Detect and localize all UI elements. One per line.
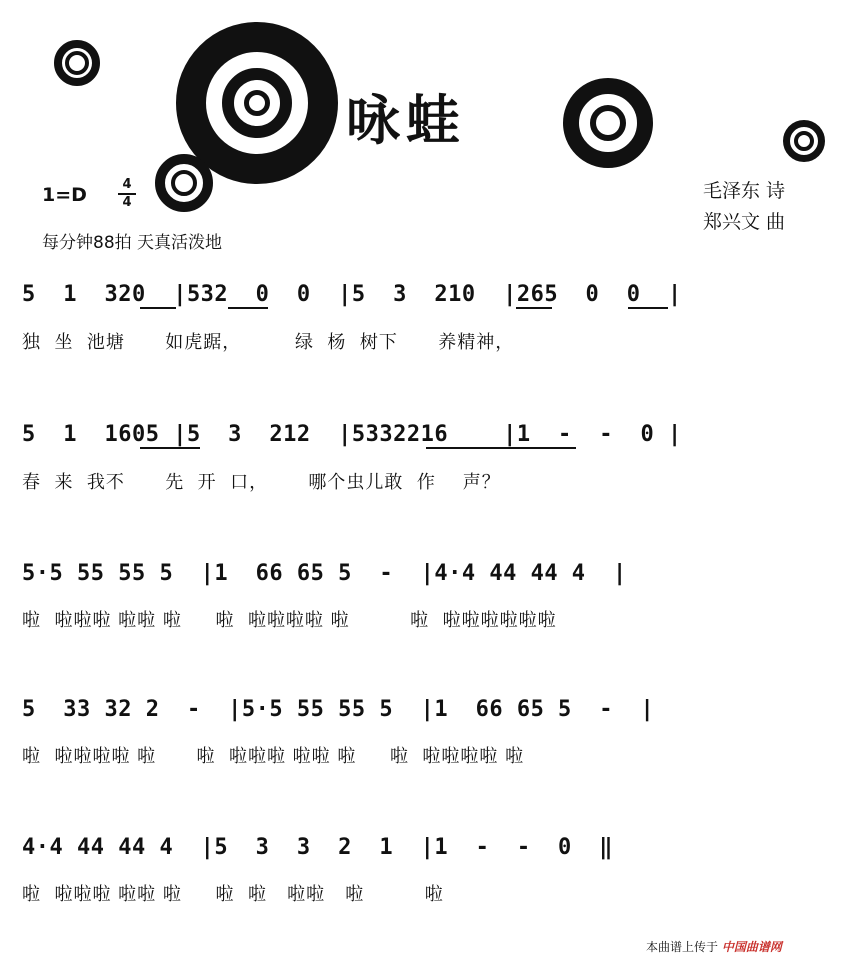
decorative-ring-icon	[65, 51, 89, 75]
beam-underline	[426, 447, 576, 449]
lyric-line: 啦 啦啦啦啦 啦 啦 啦啦啦 啦啦 啦 啦 啦啦啦啦 啦	[22, 746, 525, 767]
lyricist-credit: 毛泽东 诗	[703, 180, 786, 202]
beam-underline	[628, 307, 668, 309]
beam-underline	[140, 447, 200, 449]
beam-underline	[516, 307, 552, 309]
decorative-ring-icon	[171, 170, 197, 196]
tempo-marking: 每分钟88拍 天真活泼地	[42, 233, 223, 253]
lyric-line: 啦 啦啦啦 啦啦 啦 啦 啦 啦啦 啦 啦	[22, 884, 444, 905]
decorative-ring-icon	[590, 105, 626, 141]
lyric-line: 独 坐 池塘 如虎踞， 绿 杨 树下 养精神，	[22, 332, 515, 353]
notation-line: 4·4 44 44 4 |5 3 3 2 1 |1 - - 0 ‖	[22, 835, 614, 860]
decorative-ring-icon	[244, 90, 270, 116]
beam-underline	[228, 307, 268, 309]
lyric-line: 啦 啦啦啦 啦啦 啦 啦 啦啦啦啦 啦 啦 啦啦啦啦啦啦	[22, 610, 557, 631]
notation-line: 5 33 32 2 - |5·5 55 55 5 |1 66 65 5 - |	[22, 697, 655, 722]
notation-line: 5 1 1605 |5 3 212 |5332216 |1 - - 0 |	[22, 422, 682, 447]
lyric-line: 春 来 我不 先 开 口， 哪个虫儿敢 作 声？	[22, 472, 501, 493]
composer-credit: 郑兴文 曲	[703, 211, 786, 233]
time-signature-bottom: 4	[122, 195, 132, 210]
key-signature: 1=D	[42, 184, 87, 206]
time-signature-top: 4	[122, 177, 132, 192]
notation-line: 5 1 320 |532 0 0 |5 3 210 |265 0 0 |	[22, 282, 682, 307]
song-title: 咏蛙	[346, 89, 466, 152]
site-brand-link[interactable]: 中国曲谱网	[721, 940, 782, 954]
footer-credit	[646, 938, 782, 955]
decorative-ring-icon	[794, 131, 814, 151]
beam-underline	[140, 307, 176, 309]
time-signature	[118, 178, 136, 210]
footer-text: 本曲谱上传于	[646, 940, 719, 954]
notation-line: 5·5 55 55 5 |1 66 65 5 - |4·4 44 44 4 |	[22, 561, 627, 586]
